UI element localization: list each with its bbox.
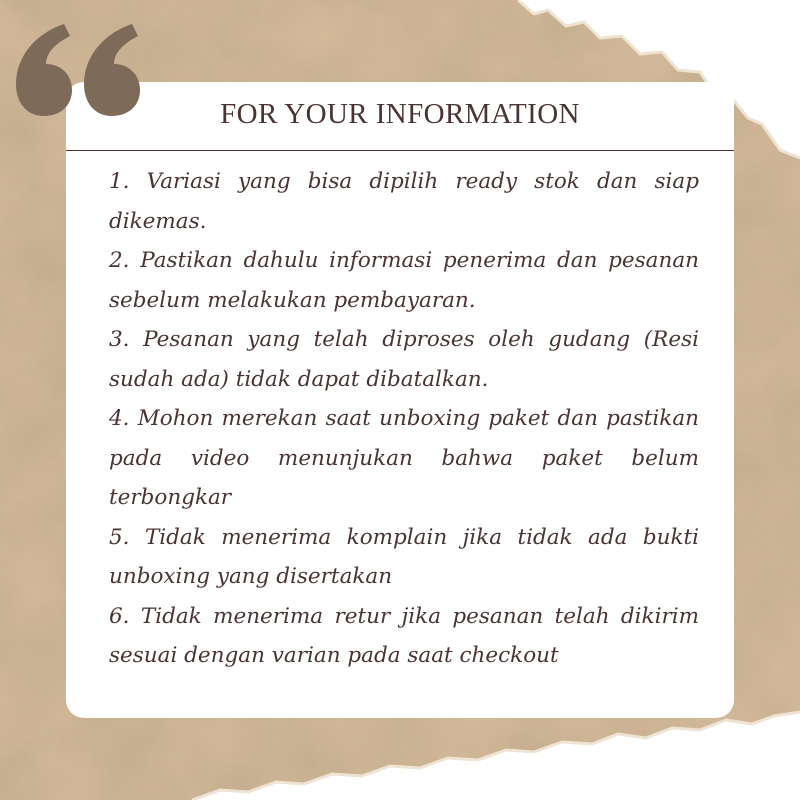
title-divider (66, 150, 734, 151)
info-item: 4. Mohon merekan saat unboxing paket dan pastikan pada video menunjukan bahwa paket belum terbongkar (109, 406, 699, 510)
info-item: 6. Tidak menerima retur jika pesanan telah dikirim sesuai dengan varian pada saat checkout (109, 603, 699, 668)
info-list (109, 162, 699, 676)
information-card (66, 82, 734, 718)
left-double-quote-icon (14, 18, 146, 118)
info-item: 3. Pesanan yang telah diproses oleh gudang (Resi sudah ada) tidak dapat dibatalkan. (109, 327, 699, 392)
info-item: 1. Variasi yang bisa dipilih ready stok dan siap dikemas. (109, 169, 699, 234)
info-item: 5. Tidak menerima komplain jika tidak ada bukti unboxing yang disertakan (109, 524, 699, 589)
info-item: 2. Pastikan dahulu informasi penerima dan pesanan sebelum melakukan pembayaran. (109, 248, 699, 313)
card-title: FOR YOUR INFORMATION (220, 98, 580, 130)
